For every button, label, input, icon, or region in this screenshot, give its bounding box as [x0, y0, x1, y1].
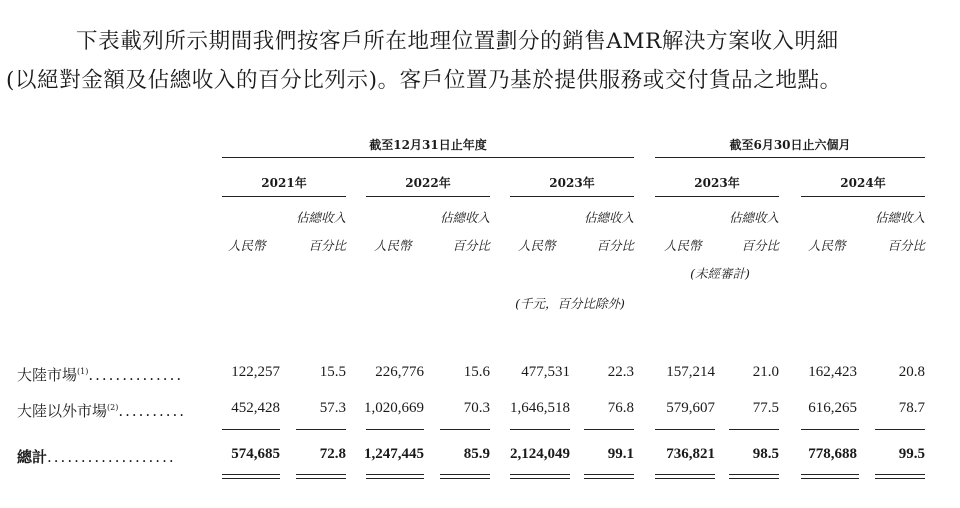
cell-overseas-2021-pct: 57.3 [319, 400, 346, 416]
cell-total-2024h1-rmb: 778,688 [808, 446, 857, 462]
col-pct-header: 佔總收入 [295, 210, 346, 225]
cell-overseas-2024h1-rmb: 616,265 [808, 400, 857, 416]
subtotal-rule [366, 429, 424, 430]
period-header-year-end: 截至12月31日止年度 [369, 138, 487, 152]
cell-total-2023h1-pct: 98.5 [752, 446, 779, 462]
cell-total-2022-pct: 85.9 [463, 446, 490, 462]
year-rule [655, 196, 779, 197]
cell-mainland-2024h1-pct: 20.8 [898, 364, 925, 380]
col-rmb-header: 人民幣 [664, 238, 702, 253]
total-double-rule [510, 474, 570, 479]
intro-line-1: 下表載列所示期間我們按客戶所在地理位置劃分的銷售AMR解決方案收入明細 [76, 29, 839, 54]
subtotal-rule [801, 429, 859, 430]
cell-total-2024h1-pct: 99.5 [898, 446, 925, 462]
col-pct-header: 佔總收入 [874, 210, 925, 225]
col-pct-header: 佔總收入 [728, 210, 779, 225]
cell-overseas-2022-pct: 70.3 [463, 400, 490, 416]
col-pct-header-2: 百分比 [887, 238, 925, 253]
cell-total-2021-pct: 72.8 [319, 446, 346, 462]
col-pct-header-2: 百分比 [308, 238, 346, 253]
total-double-rule [366, 474, 424, 479]
year-rule [366, 196, 490, 197]
subtotal-rule [440, 429, 490, 430]
year-rule [222, 196, 346, 197]
col-pct-header-2: 百分比 [596, 238, 634, 253]
cell-total-2023h1-rmb: 736,821 [666, 446, 715, 462]
cell-mainland-2023-rmb: 477,531 [521, 364, 570, 380]
cell-mainland-2023-pct: 22.3 [607, 364, 634, 380]
cell-total-2023-pct: 99.1 [607, 446, 634, 462]
cell-overseas-2023h1-rmb: 579,607 [666, 400, 715, 416]
cell-mainland-2024h1-rmb: 162,423 [808, 364, 857, 380]
col-rmb-header: 人民幣 [228, 238, 266, 253]
subtotal-rule [655, 429, 715, 430]
row-label-overseas: 大陸以外市場$^{(2)}$.......... [17, 402, 187, 420]
cell-total-2022-rmb: 1,247,445 [364, 446, 424, 462]
intro-line-2: (以絕對金額及佔總收入的百分比列示)。客戶位置乃基於提供服務或交付貨品之地點。 [6, 68, 842, 93]
total-double-rule [296, 474, 346, 479]
total-double-rule [655, 474, 715, 479]
year-rule [801, 196, 925, 197]
period-header-six-months: 截至6月30日止六個月 [729, 138, 851, 152]
total-double-rule [801, 474, 859, 479]
year-header-2021: 2021年 [261, 176, 307, 190]
col-rmb-header: 人民幣 [518, 238, 556, 253]
cell-total-2023-rmb: 2,124,049 [510, 446, 570, 462]
cell-mainland-2023h1-rmb: 157,214 [666, 364, 715, 380]
cell-mainland-2022-pct: 15.6 [463, 364, 490, 380]
col-pct-header: 佔總收入 [439, 210, 490, 225]
unit-note: (千元，百分比除外) [515, 296, 625, 311]
cell-mainland-2021-rmb: 122,257 [231, 364, 280, 380]
period-header-rule [222, 157, 634, 158]
cell-overseas-2024h1-pct: 78.7 [898, 400, 925, 416]
col-rmb-header: 人民幣 [374, 238, 412, 253]
col-pct-header-2: 百分比 [452, 238, 490, 253]
row-label-mainland: 大陸市場$^{(1)}$.............. [17, 366, 184, 384]
col-pct-header: 佔總收入 [583, 210, 634, 225]
cell-total-2021-rmb: 574,685 [231, 446, 280, 462]
cell-overseas-2021-rmb: 452,428 [231, 400, 280, 416]
year-rule [510, 196, 634, 197]
total-double-rule [584, 474, 634, 479]
subtotal-rule [222, 429, 280, 430]
subtotal-rule [729, 429, 779, 430]
year-header-2022: 2022年 [405, 176, 451, 190]
subtotal-rule [510, 429, 570, 430]
period-header-rule [655, 157, 925, 158]
subtotal-rule [296, 429, 346, 430]
total-double-rule [440, 474, 490, 479]
total-double-rule [875, 474, 925, 479]
cell-overseas-2023-rmb: 1,646,518 [510, 400, 570, 416]
year-header-2024-h1: 2024年 [840, 176, 886, 190]
cell-mainland-2021-pct: 15.5 [319, 364, 346, 380]
total-double-rule [729, 474, 779, 479]
unaudited-note: (未經審計) [690, 266, 750, 281]
cell-mainland-2022-rmb: 226,776 [375, 364, 424, 380]
subtotal-rule [584, 429, 634, 430]
col-pct-header-2: 百分比 [741, 238, 779, 253]
cell-overseas-2023-pct: 76.8 [607, 400, 634, 416]
total-double-rule [222, 474, 280, 479]
cell-overseas-2023h1-pct: 77.5 [752, 400, 779, 416]
year-header-2023-h1: 2023年 [694, 176, 740, 190]
year-header-2023: 2023年 [549, 176, 595, 190]
cell-overseas-2022-rmb: 1,020,669 [364, 400, 424, 416]
row-label-total: 總計................... [17, 448, 176, 466]
cell-mainland-2023h1-pct: 21.0 [752, 364, 779, 380]
col-rmb-header: 人民幣 [808, 238, 846, 253]
subtotal-rule [875, 429, 925, 430]
